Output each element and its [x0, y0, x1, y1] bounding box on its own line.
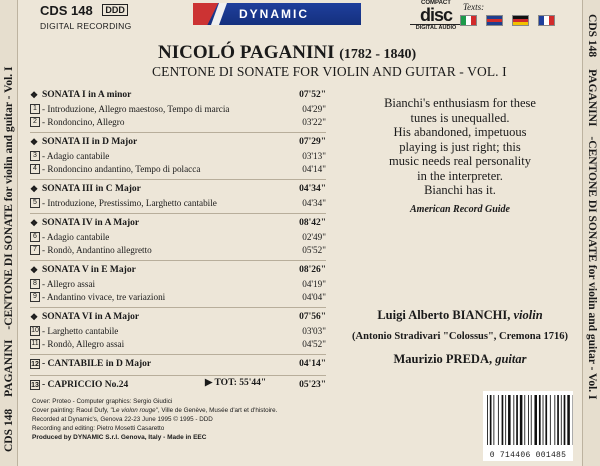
diamond-bullet-icon: ❖ [30, 264, 39, 275]
barcode-bar [513, 395, 514, 445]
digital-recording-label: DIGITAL RECORDING [40, 21, 132, 31]
track-time: 04'14" [302, 163, 326, 174]
track-time: 03'13" [302, 150, 326, 161]
barcode-bar [487, 395, 488, 445]
track-number: 4 [30, 164, 40, 174]
track-row [30, 337, 326, 350]
barcode-bar [524, 395, 525, 445]
quote-line: His abandoned, impetuous [393, 125, 527, 139]
barcode-bars [483, 391, 573, 451]
track-title: - Introduzione, Prestissimo, Larghetto cantabile [42, 197, 217, 208]
track-row [30, 230, 326, 243]
track-title: - Rondò, Allegro assai [42, 338, 125, 349]
right-spine: CDS 148 PAGANINI - CENTONE DI SONATE for violin and guitar - Vol. I [582, 0, 600, 466]
track-number: 8 [30, 279, 40, 289]
work-group [30, 86, 326, 133]
work-title: SONATA VI in A Major [42, 312, 140, 322]
composer-heading [158, 42, 416, 64]
track-row [30, 357, 326, 371]
left-spine: CDS 148 PAGANINI - CENTONE DI SONATE for violin and guitar - Vol. I [0, 0, 18, 466]
quote-line: Bianchi has it. [424, 183, 496, 197]
france-flag [538, 15, 555, 26]
track-time: 04'29" [302, 103, 326, 114]
barcode-bar [557, 395, 559, 445]
diamond-bullet-icon: ❖ [30, 183, 39, 194]
work-title: SONATA I in A minor [42, 90, 132, 100]
track-number: 7 [30, 245, 40, 255]
track-title: - CAPRICCIO No.24 [42, 380, 129, 390]
track-time: 02'49" [302, 231, 326, 242]
barcode-bar [534, 395, 537, 445]
spine-catalog: CDS 148 [586, 14, 598, 58]
album-subtitle: CENTONE DI SONATE FOR VIOLIN AND GUITAR - VOL. I [152, 64, 507, 79]
track-row [30, 115, 326, 128]
barcode-bar [505, 395, 506, 445]
work-heading [30, 135, 326, 149]
header-bar [18, 0, 582, 36]
track-title: - Andantino vivace, tre variazioni [42, 291, 166, 302]
spine-catalog: CDS 148 [3, 408, 15, 452]
barcode-bar [490, 395, 492, 445]
track-number: 12 [31, 360, 39, 368]
diamond-bullet-icon: ❖ [30, 311, 39, 322]
spine-composer: PAGANINI [3, 339, 15, 397]
work-title: SONATA V in E Major [42, 265, 136, 275]
violin-instrument: (Antonio Stradivari "Colossus", Cremona 1716) [352, 331, 568, 342]
track-time: 05'52" [302, 244, 326, 255]
spine-composer: PAGANINI [586, 69, 598, 127]
track-number: 10 [31, 327, 39, 334]
work-heading [30, 88, 326, 102]
work-time: 08'42" [299, 218, 326, 228]
quote-line: in the interpreter. [417, 168, 503, 183]
track-time: 05'23" [299, 380, 326, 390]
guitarist: Maurizio PREDA, guitar [393, 352, 527, 366]
work-time: 07'52" [299, 90, 326, 100]
uk-flag [486, 15, 503, 26]
track-number: 3 [30, 151, 40, 161]
barcode-bar [493, 395, 494, 445]
track-number: 1 [30, 104, 40, 114]
barcode-bar [561, 395, 562, 445]
barcode-bar [531, 395, 532, 445]
spine-title: CENTONE DI SONATE for violin and guitar - Vol. I [586, 140, 598, 400]
work-group [30, 308, 326, 355]
work-group [30, 214, 326, 261]
credit-painting: Cover painting: Raoul Dufy, "Le violon rouge", Ville de Genève, Musée d'art et d'histoire. [32, 407, 278, 414]
track-title: - Rondoncino andantino, Tempo di polacca [42, 163, 201, 174]
track-title: - Rondoncino, Allegro [42, 116, 125, 127]
track-row [30, 290, 326, 303]
italy-flag [460, 15, 477, 26]
work-title: SONATA II in D Major [42, 137, 138, 147]
track-time: 03'03" [302, 325, 326, 336]
track-title: - Introduzione, Allegro maestoso, Tempo di marcia [42, 103, 230, 114]
track-row [30, 324, 326, 337]
composer-dates: (1782 - 1840) [339, 47, 417, 62]
track-time: 04'19" [302, 278, 326, 289]
track-title: - Adagio cantabile [42, 231, 110, 242]
quote-line: playing is just right; this [399, 139, 521, 154]
barcode-bar [564, 395, 566, 445]
quote-line: tunes is unequalled. [410, 110, 510, 125]
extra-work-group [30, 376, 326, 396]
diamond-bullet-icon: ❖ [30, 89, 39, 100]
track-number: 11 [31, 340, 39, 347]
barcode-bar [539, 395, 541, 445]
work-time: 07'56" [299, 312, 326, 322]
dynamic-logo: DYNAMIC [193, 3, 361, 25]
barcode-bar [520, 395, 523, 445]
track-time: 03'22" [302, 116, 326, 127]
barcode [483, 391, 573, 461]
catalog-number: CDS 148 [40, 3, 93, 18]
track-time: 04'04" [302, 291, 326, 302]
ddd-badge: DDD [102, 4, 128, 16]
barcode-bar [508, 395, 511, 445]
track-row [30, 243, 326, 256]
track-title: - Rondò, Andantino allegretto [42, 244, 152, 255]
compact-disc-logo: COMPACT disc DIGITAL AUDIO [410, 0, 462, 36]
track-list [30, 86, 326, 396]
credit-editing: Recording and editing: Pietro Mosetti Casaretto [32, 425, 165, 432]
work-time: 04'34" [299, 184, 326, 194]
track-number: 13 [31, 381, 39, 389]
work-group [30, 180, 326, 214]
total-time: ▶ TOT: 55'44" [205, 378, 267, 388]
track-row [30, 277, 326, 290]
work-heading [30, 216, 326, 230]
track-row [30, 162, 326, 175]
track-number: 5 [30, 198, 40, 208]
track-title: - Allegro assai [42, 278, 96, 289]
texts-label: Texts: [463, 2, 485, 12]
work-heading [30, 182, 326, 196]
track-title: - Larghetto cantabile [42, 325, 119, 336]
quote-line: music needs real personality [389, 154, 531, 168]
track-number: 2 [30, 117, 40, 127]
composer-name: NICOLÓ PAGANINI [158, 42, 335, 63]
barcode-bar [502, 395, 504, 445]
language-flags [460, 15, 555, 26]
work-group [30, 133, 326, 180]
barcode-bar [567, 395, 570, 445]
credit-recorded: Recorded at Dynamic's, Genova 22-23 June 1995 © 1995 - DDD [32, 416, 213, 423]
barcode-bar [516, 395, 518, 445]
work-title: SONATA IV in A Major [42, 218, 140, 228]
barcode-bar [528, 395, 529, 445]
track-title: - Adagio cantabile [42, 150, 110, 161]
barcode-bar [545, 395, 547, 445]
track-row [30, 149, 326, 162]
germany-flag [512, 15, 529, 26]
review-quote [348, 96, 572, 198]
track-row [30, 102, 326, 115]
track-time: 04'34" [302, 197, 326, 208]
track-row [30, 196, 326, 209]
extra-work-group [30, 355, 326, 376]
credit-cover: Cover: Proteo - Computer graphics: Sergio Giudici [32, 398, 173, 405]
track-row [30, 378, 326, 392]
work-time: 08'26" [299, 265, 326, 275]
work-group [30, 261, 326, 308]
diamond-bullet-icon: ❖ [30, 136, 39, 147]
track-time: 04'14" [299, 359, 326, 369]
track-time: 04'52" [302, 338, 326, 349]
barcode-bar [498, 395, 499, 445]
work-heading [30, 310, 326, 324]
track-title: - CANTABILE in D Major [42, 359, 152, 369]
barcode-bar [554, 395, 555, 445]
barcode-digits: 0 714406 001485 [489, 451, 567, 460]
spine-title: CENTONE DI SONATE for violin and guitar - Vol. I [3, 66, 15, 326]
credit-producer: Produced by DYNAMIC S.r.l. Genova, Italy - Made in EEC [32, 434, 207, 441]
track-number: 6 [30, 232, 40, 242]
barcode-bar [550, 395, 551, 445]
track-number: 9 [30, 292, 40, 302]
violinist: Luigi Alberto BIANCHI, violin [377, 308, 543, 322]
work-time: 07'29" [299, 137, 326, 147]
quote-line: Bianchi's enthusiasm for these [384, 96, 536, 110]
credits [32, 397, 362, 442]
work-title: SONATA III in C Major [42, 184, 141, 194]
diamond-bullet-icon: ❖ [30, 217, 39, 228]
quote-source: American Record Guide [410, 204, 510, 215]
barcode-bar [543, 395, 544, 445]
work-heading [30, 263, 326, 277]
